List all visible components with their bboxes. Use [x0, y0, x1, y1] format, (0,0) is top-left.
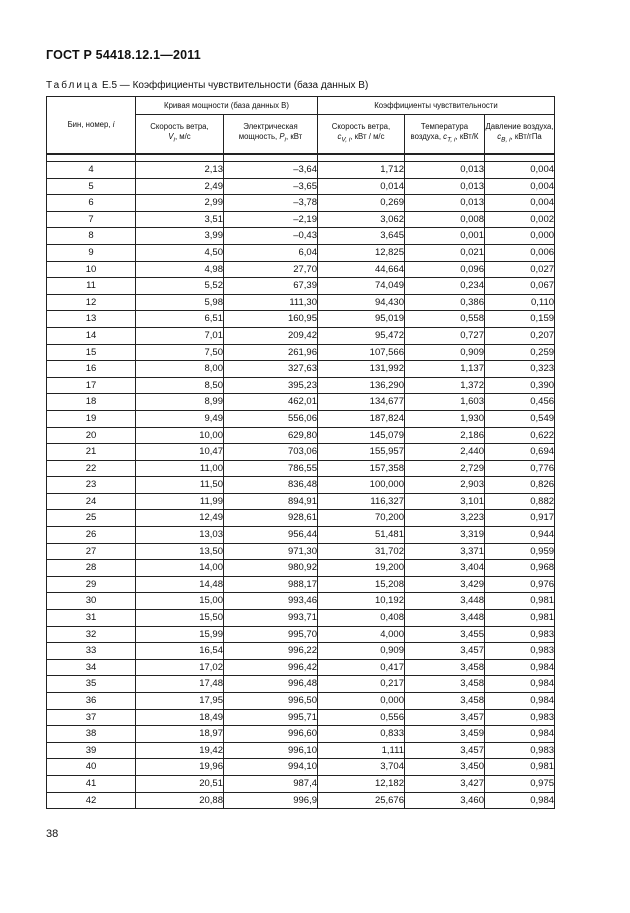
cell-wind-speed: 17,02 — [136, 659, 224, 676]
cell-wind-speed: 8,99 — [136, 394, 224, 411]
table-row — [47, 510, 555, 527]
cell-power: –2,19 — [224, 211, 318, 228]
cell-c-b: 0,027 — [485, 261, 555, 278]
table-row — [47, 460, 555, 477]
cell-bin: 39 — [47, 742, 136, 759]
cell-power: 556,06 — [224, 410, 318, 427]
cell-c-t: 2,186 — [405, 427, 485, 444]
table-row — [47, 278, 555, 295]
cell-c-b: 0,110 — [485, 294, 555, 311]
cell-c-b: 0,983 — [485, 643, 555, 660]
cell-c-v: 0,833 — [318, 726, 405, 743]
cell-wind-speed: 7,50 — [136, 344, 224, 361]
cell-c-v: 136,290 — [318, 377, 405, 394]
cell-c-b: 0,984 — [485, 726, 555, 743]
cell-wind-speed: 2,49 — [136, 178, 224, 195]
cell-c-t: 0,727 — [405, 327, 485, 344]
cell-c-t: 3,458 — [405, 693, 485, 710]
cell-wind-speed: 9,49 — [136, 410, 224, 427]
cell-c-b: 0,002 — [485, 211, 555, 228]
cell-c-t: 3,457 — [405, 742, 485, 759]
cell-bin: 7 — [47, 211, 136, 228]
cell-power: 996,42 — [224, 659, 318, 676]
cell-bin: 33 — [47, 643, 136, 660]
cell-c-b: 0,004 — [485, 195, 555, 212]
cell-bin: 6 — [47, 195, 136, 212]
cell-bin: 25 — [47, 510, 136, 527]
cell-c-t: 3,427 — [405, 775, 485, 792]
cell-wind-speed: 20,88 — [136, 792, 224, 809]
cell-bin: 36 — [47, 693, 136, 710]
cell-c-b: 0,976 — [485, 576, 555, 593]
cell-wind-speed: 5,98 — [136, 294, 224, 311]
cell-c-v: 100,000 — [318, 477, 405, 494]
cell-c-t: 3,458 — [405, 676, 485, 693]
cell-c-b: 0,981 — [485, 759, 555, 776]
cell-bin: 30 — [47, 593, 136, 610]
cell-bin: 35 — [47, 676, 136, 693]
cell-c-b: 0,004 — [485, 178, 555, 195]
sensitivity-table — [46, 96, 555, 809]
cell-wind-speed: 10,00 — [136, 427, 224, 444]
cell-c-b: 0,975 — [485, 775, 555, 792]
cell-bin: 37 — [47, 709, 136, 726]
table-row — [47, 626, 555, 643]
table-row — [47, 593, 555, 610]
cell-c-b: 0,984 — [485, 693, 555, 710]
cell-power: 894,91 — [224, 493, 318, 510]
cell-bin: 20 — [47, 427, 136, 444]
cell-c-t: 0,234 — [405, 278, 485, 295]
cell-c-t: 3,450 — [405, 759, 485, 776]
cell-wind-speed: 7,01 — [136, 327, 224, 344]
cell-c-b: 0,259 — [485, 344, 555, 361]
table-row — [47, 311, 555, 328]
cell-bin: 16 — [47, 361, 136, 378]
cell-c-t: 1,137 — [405, 361, 485, 378]
cell-wind-speed: 10,47 — [136, 444, 224, 461]
cell-wind-speed: 2,13 — [136, 162, 224, 179]
cell-c-v: 19,200 — [318, 560, 405, 577]
cell-wind-speed: 17,48 — [136, 676, 224, 693]
cell-c-b: 0,984 — [485, 676, 555, 693]
cell-c-b: 0,159 — [485, 311, 555, 328]
cell-bin: 32 — [47, 626, 136, 643]
cell-power: 786,55 — [224, 460, 318, 477]
cell-power: 996,60 — [224, 726, 318, 743]
cell-c-t: 1,603 — [405, 394, 485, 411]
header-c-b: Давление воздуха, $c_{B, i}$, кВт/гПа — [485, 115, 555, 155]
table-row — [47, 726, 555, 743]
table-row — [47, 361, 555, 378]
cell-c-v: 3,062 — [318, 211, 405, 228]
cell-bin: 31 — [47, 610, 136, 627]
cell-c-b: 0,000 — [485, 228, 555, 245]
table-row — [47, 244, 555, 261]
cell-wind-speed: 20,51 — [136, 775, 224, 792]
cell-bin: 19 — [47, 410, 136, 427]
table-row — [47, 427, 555, 444]
table-row — [47, 261, 555, 278]
cell-c-t: 0,008 — [405, 211, 485, 228]
cell-power: 980,92 — [224, 560, 318, 577]
table-row — [47, 162, 555, 179]
cell-c-b: 0,207 — [485, 327, 555, 344]
cell-c-t: 0,013 — [405, 178, 485, 195]
cell-power: 988,17 — [224, 576, 318, 593]
cell-power: –3,65 — [224, 178, 318, 195]
cell-c-t: 3,459 — [405, 726, 485, 743]
cell-c-t: 0,013 — [405, 195, 485, 212]
cell-c-t: 3,457 — [405, 643, 485, 660]
cell-c-t: 0,909 — [405, 344, 485, 361]
cell-power: 111,30 — [224, 294, 318, 311]
table-row — [47, 792, 555, 809]
table-row — [47, 543, 555, 560]
cell-wind-speed: 14,48 — [136, 576, 224, 593]
cell-c-t: 3,319 — [405, 527, 485, 544]
cell-bin: 22 — [47, 460, 136, 477]
table-row — [47, 643, 555, 660]
cell-c-v: 0,217 — [318, 676, 405, 693]
cell-power: 209,42 — [224, 327, 318, 344]
cell-c-t: 3,429 — [405, 576, 485, 593]
cell-c-v: 3,645 — [318, 228, 405, 245]
cell-wind-speed: 18,49 — [136, 709, 224, 726]
cell-power: 996,48 — [224, 676, 318, 693]
cell-power: 703,06 — [224, 444, 318, 461]
cell-power: –3,78 — [224, 195, 318, 212]
cell-c-t: 3,455 — [405, 626, 485, 643]
cell-wind-speed: 8,00 — [136, 361, 224, 378]
cell-c-v: 155,957 — [318, 444, 405, 461]
cell-power: 327,63 — [224, 361, 318, 378]
cell-c-b: 0,776 — [485, 460, 555, 477]
cell-bin: 9 — [47, 244, 136, 261]
table-row — [47, 775, 555, 792]
cell-wind-speed: 12,49 — [136, 510, 224, 527]
cell-wind-speed: 5,52 — [136, 278, 224, 295]
cell-wind-speed: 16,54 — [136, 643, 224, 660]
cell-wind-speed: 4,98 — [136, 261, 224, 278]
cell-bin: 23 — [47, 477, 136, 494]
cell-c-b: 0,549 — [485, 410, 555, 427]
table-row — [47, 294, 555, 311]
cell-bin: 26 — [47, 527, 136, 544]
cell-c-b: 0,983 — [485, 742, 555, 759]
cell-power: 160,95 — [224, 311, 318, 328]
table-row — [47, 178, 555, 195]
table-row — [47, 527, 555, 544]
cell-bin: 40 — [47, 759, 136, 776]
table-row — [47, 759, 555, 776]
table-row — [47, 195, 555, 212]
cell-c-b: 0,006 — [485, 244, 555, 261]
cell-c-t: 3,448 — [405, 610, 485, 627]
cell-c-b: 0,390 — [485, 377, 555, 394]
cell-wind-speed: 8,50 — [136, 377, 224, 394]
cell-c-v: 1,712 — [318, 162, 405, 179]
cell-power: 996,22 — [224, 643, 318, 660]
cell-c-t: 0,001 — [405, 228, 485, 245]
cell-c-v: 145,079 — [318, 427, 405, 444]
cell-power: 995,70 — [224, 626, 318, 643]
table-row — [47, 410, 555, 427]
table-row — [47, 377, 555, 394]
cell-c-b: 0,984 — [485, 659, 555, 676]
cell-c-v: 12,825 — [318, 244, 405, 261]
table-row — [47, 693, 555, 710]
cell-power: 928,61 — [224, 510, 318, 527]
cell-c-v: 94,430 — [318, 294, 405, 311]
cell-bin: 42 — [47, 792, 136, 809]
cell-bin: 28 — [47, 560, 136, 577]
page-number: 38 — [46, 828, 59, 840]
table-caption-prefix: Таблица — [46, 80, 100, 91]
cell-power: 994,10 — [224, 759, 318, 776]
cell-c-t: 3,101 — [405, 493, 485, 510]
cell-bin: 11 — [47, 278, 136, 295]
cell-c-t: 3,404 — [405, 560, 485, 577]
cell-power: 996,10 — [224, 742, 318, 759]
cell-c-b: 0,981 — [485, 593, 555, 610]
cell-power: –0,43 — [224, 228, 318, 245]
cell-wind-speed: 11,50 — [136, 477, 224, 494]
cell-c-v: 4,000 — [318, 626, 405, 643]
cell-wind-speed: 15,00 — [136, 593, 224, 610]
table-row — [47, 610, 555, 627]
document-code: ГОСТ Р 54418.12.1—2011 — [46, 48, 201, 62]
cell-c-t: 3,457 — [405, 709, 485, 726]
cell-bin: 41 — [47, 775, 136, 792]
cell-wind-speed: 19,96 — [136, 759, 224, 776]
cell-c-v: 25,676 — [318, 792, 405, 809]
cell-c-v: 0,909 — [318, 643, 405, 660]
cell-c-b: 0,983 — [485, 626, 555, 643]
cell-c-t: 2,729 — [405, 460, 485, 477]
cell-wind-speed: 13,50 — [136, 543, 224, 560]
header-group-power-curve: Кривая мощности (база данных В) — [136, 97, 318, 115]
cell-c-b: 0,456 — [485, 394, 555, 411]
cell-wind-speed: 18,97 — [136, 726, 224, 743]
cell-wind-speed: 19,42 — [136, 742, 224, 759]
cell-wind-speed: 11,00 — [136, 460, 224, 477]
cell-bin: 27 — [47, 543, 136, 560]
cell-power: 462,01 — [224, 394, 318, 411]
cell-bin: 34 — [47, 659, 136, 676]
cell-c-v: 51,481 — [318, 527, 405, 544]
table-caption — [46, 80, 368, 91]
cell-c-b: 0,983 — [485, 709, 555, 726]
cell-c-t: 3,448 — [405, 593, 485, 610]
cell-wind-speed: 3,51 — [136, 211, 224, 228]
cell-power: 993,71 — [224, 610, 318, 627]
cell-wind-speed: 15,50 — [136, 610, 224, 627]
cell-bin: 13 — [47, 311, 136, 328]
cell-c-v: 0,417 — [318, 659, 405, 676]
cell-c-t: 3,458 — [405, 659, 485, 676]
table-row — [47, 228, 555, 245]
table-row — [47, 676, 555, 693]
cell-c-v: 15,208 — [318, 576, 405, 593]
cell-power: 6,04 — [224, 244, 318, 261]
cell-power: 996,50 — [224, 693, 318, 710]
table-row — [47, 444, 555, 461]
cell-c-t: 1,930 — [405, 410, 485, 427]
cell-c-t: 0,386 — [405, 294, 485, 311]
cell-c-b: 0,917 — [485, 510, 555, 527]
cell-c-t: 0,013 — [405, 162, 485, 179]
cell-c-t: 0,096 — [405, 261, 485, 278]
header-power: Электрическая мощность, $P_i$, кВт — [224, 115, 318, 155]
cell-c-t: 0,558 — [405, 311, 485, 328]
cell-c-v: 116,327 — [318, 493, 405, 510]
cell-bin: 10 — [47, 261, 136, 278]
cell-c-v: 107,566 — [318, 344, 405, 361]
cell-c-v: 3,704 — [318, 759, 405, 776]
cell-c-v: 0,269 — [318, 195, 405, 212]
cell-wind-speed: 6,51 — [136, 311, 224, 328]
cell-c-t: 3,460 — [405, 792, 485, 809]
cell-power: 995,71 — [224, 709, 318, 726]
cell-c-v: 157,358 — [318, 460, 405, 477]
cell-c-v: 0,014 — [318, 178, 405, 195]
cell-c-v: 10,192 — [318, 593, 405, 610]
cell-c-b: 0,984 — [485, 792, 555, 809]
cell-power: 261,96 — [224, 344, 318, 361]
cell-power: 987,4 — [224, 775, 318, 792]
cell-c-v: 0,556 — [318, 709, 405, 726]
cell-c-v: 70,200 — [318, 510, 405, 527]
cell-c-v: 12,182 — [318, 775, 405, 792]
cell-bin: 5 — [47, 178, 136, 195]
cell-wind-speed: 2,99 — [136, 195, 224, 212]
table-row — [47, 394, 555, 411]
header-c-v: Скорость ветра, $c_{V, i}$, кВт / м/с — [318, 115, 405, 155]
cell-power: 993,46 — [224, 593, 318, 610]
cell-wind-speed: 14,00 — [136, 560, 224, 577]
cell-bin: 4 — [47, 162, 136, 179]
cell-c-t: 3,371 — [405, 543, 485, 560]
cell-c-v: 95,019 — [318, 311, 405, 328]
header-bin: Бин, номер, i — [47, 97, 136, 155]
cell-c-v: 44,664 — [318, 261, 405, 278]
table-row — [47, 709, 555, 726]
cell-c-b: 0,882 — [485, 493, 555, 510]
table-caption-text: Е.5 — Коэффициенты чувствительности (база данных В) — [102, 80, 369, 91]
cell-wind-speed: 11,99 — [136, 493, 224, 510]
cell-c-b: 0,694 — [485, 444, 555, 461]
cell-c-v: 131,992 — [318, 361, 405, 378]
cell-c-v: 134,677 — [318, 394, 405, 411]
cell-c-b: 0,004 — [485, 162, 555, 179]
table-row — [47, 560, 555, 577]
table-row — [47, 344, 555, 361]
cell-c-t: 1,372 — [405, 377, 485, 394]
cell-wind-speed: 3,99 — [136, 228, 224, 245]
cell-bin: 15 — [47, 344, 136, 361]
cell-c-v: 1,111 — [318, 742, 405, 759]
cell-wind-speed: 15,99 — [136, 626, 224, 643]
cell-c-v: 0,000 — [318, 693, 405, 710]
cell-c-b: 0,826 — [485, 477, 555, 494]
cell-bin: 29 — [47, 576, 136, 593]
cell-c-b: 0,968 — [485, 560, 555, 577]
cell-c-v: 74,049 — [318, 278, 405, 295]
header-wind-speed: Скорость ветра, $V_i$, м/с — [136, 115, 224, 155]
cell-c-b: 0,944 — [485, 527, 555, 544]
cell-c-b: 0,622 — [485, 427, 555, 444]
cell-power: 27,70 — [224, 261, 318, 278]
cell-c-v: 0,408 — [318, 610, 405, 627]
table-row — [47, 477, 555, 494]
table-row — [47, 493, 555, 510]
cell-c-t: 2,440 — [405, 444, 485, 461]
cell-c-b: 0,959 — [485, 543, 555, 560]
table-header — [47, 97, 555, 155]
cell-c-b: 0,067 — [485, 278, 555, 295]
cell-c-b: 0,323 — [485, 361, 555, 378]
table-row — [47, 659, 555, 676]
cell-wind-speed: 4,50 — [136, 244, 224, 261]
cell-power: 67,39 — [224, 278, 318, 295]
cell-bin: 8 — [47, 228, 136, 245]
cell-c-t: 3,223 — [405, 510, 485, 527]
cell-bin: 21 — [47, 444, 136, 461]
cell-power: 395,23 — [224, 377, 318, 394]
table-row — [47, 327, 555, 344]
cell-power: 996,9 — [224, 792, 318, 809]
cell-bin: 17 — [47, 377, 136, 394]
header-separator — [47, 154, 555, 162]
cell-power: 971,30 — [224, 543, 318, 560]
cell-c-v: 95,472 — [318, 327, 405, 344]
cell-c-v: 31,702 — [318, 543, 405, 560]
cell-bin: 12 — [47, 294, 136, 311]
cell-bin: 24 — [47, 493, 136, 510]
cell-power: 629,80 — [224, 427, 318, 444]
cell-power: 956,44 — [224, 527, 318, 544]
cell-c-t: 0,021 — [405, 244, 485, 261]
header-group-sensitivity: Коэффициенты чувствительности — [318, 97, 555, 115]
header-c-t: Температура воздуха, $c_{T, i}$, кВт/К — [405, 115, 485, 155]
cell-c-b: 0,981 — [485, 610, 555, 627]
cell-power: 836,48 — [224, 477, 318, 494]
cell-bin: 38 — [47, 726, 136, 743]
cell-wind-speed: 13,03 — [136, 527, 224, 544]
cell-c-v: 187,824 — [318, 410, 405, 427]
table-body — [47, 154, 555, 809]
cell-bin: 18 — [47, 394, 136, 411]
cell-c-t: 2,903 — [405, 477, 485, 494]
cell-power: –3,64 — [224, 162, 318, 179]
cell-wind-speed: 17,95 — [136, 693, 224, 710]
table-row — [47, 742, 555, 759]
table-row — [47, 576, 555, 593]
cell-bin: 14 — [47, 327, 136, 344]
table-row — [47, 211, 555, 228]
